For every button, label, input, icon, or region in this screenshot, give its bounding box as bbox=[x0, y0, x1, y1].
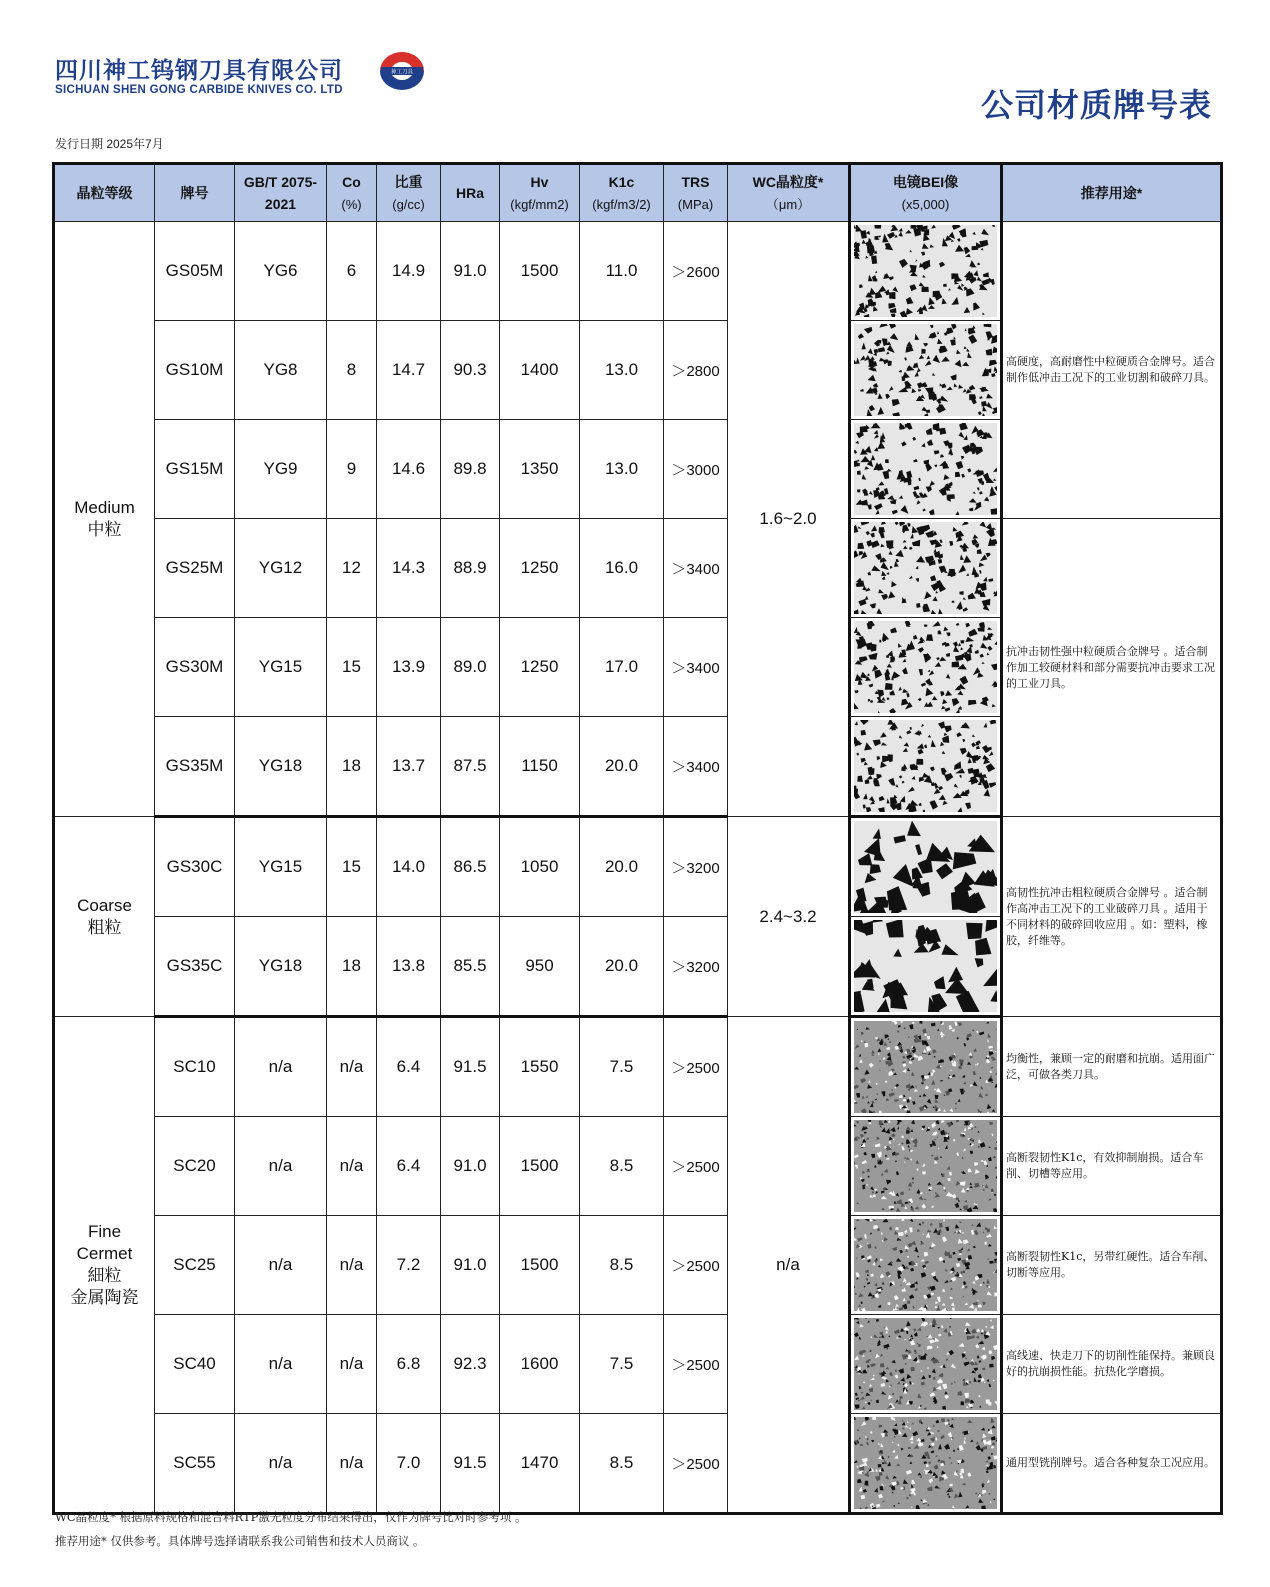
k1c-cell: 13.0 bbox=[580, 420, 664, 519]
grade-cell: GS30M bbox=[155, 618, 235, 717]
k1c-cell: 13.0 bbox=[580, 321, 664, 420]
hv-cell: 1250 bbox=[500, 618, 580, 717]
grain-class-label: Fine bbox=[87, 1221, 122, 1241]
gbt-cell: n/a bbox=[235, 1315, 327, 1414]
grain-class-cell bbox=[54, 1017, 155, 1514]
company-logo-icon bbox=[375, 50, 429, 92]
hv-cell: 1250 bbox=[500, 519, 580, 618]
grain-class-label: Medium bbox=[74, 498, 135, 517]
hv-cell: 1500 bbox=[500, 1216, 580, 1315]
grade-table bbox=[52, 162, 1223, 1515]
density-cell: 14.0 bbox=[377, 817, 441, 917]
grain-class-label: Cermet bbox=[76, 1243, 133, 1263]
usage-cell: 高韧性抗冲击粗粒硬质合金牌号 。适合制作高冲击工况下的工业破碎刀具 。适用于不同材料的破碎回收应用 。如：塑料，橡胶，纤维等。 bbox=[1002, 817, 1222, 1017]
trs-cell: ＞2500 bbox=[664, 1216, 728, 1315]
col-header-k1c: K1c (kgf/m3/2) bbox=[580, 164, 664, 222]
col-header-gbt: GB/T 2075- 2021 bbox=[235, 164, 327, 222]
k1c-cell: 16.0 bbox=[580, 519, 664, 618]
bei-micrograph-image bbox=[850, 618, 1002, 717]
hv-cell: 950 bbox=[500, 917, 580, 1017]
grade-cell: SC25 bbox=[155, 1216, 235, 1315]
density-cell: 7.2 bbox=[377, 1216, 441, 1315]
density-cell: 7.0 bbox=[377, 1414, 441, 1514]
hv-cell: 1600 bbox=[500, 1315, 580, 1414]
usage-cell: 通用型铣削牌号。适合各种复杂工况应用。 bbox=[1002, 1414, 1222, 1514]
trs-cell: ＞3000 bbox=[664, 420, 728, 519]
wc-size-cell: 1.6~2.0 bbox=[728, 222, 850, 817]
grain-class-label: 細粒 bbox=[87, 1265, 122, 1285]
usage-cell: 抗冲击韧性强中粒硬质合金牌号 。适合制作加工较硬材料和部分需要抗冲击要求工况的工业刀具。 bbox=[1002, 519, 1222, 817]
col-header-hra: HRa bbox=[441, 164, 500, 222]
trs-cell: ＞3200 bbox=[664, 817, 728, 917]
hv-cell: 1500 bbox=[500, 1117, 580, 1216]
wc-size-cell: n/a bbox=[728, 1017, 850, 1514]
bei-micrograph-image bbox=[850, 1315, 1002, 1414]
table-row bbox=[54, 519, 1222, 618]
gbt-cell: YG15 bbox=[235, 618, 327, 717]
co-cell: n/a bbox=[327, 1117, 377, 1216]
hra-cell: 91.0 bbox=[441, 1117, 500, 1216]
density-cell: 14.9 bbox=[377, 222, 441, 321]
gbt-cell: n/a bbox=[235, 1216, 327, 1315]
k1c-cell: 17.0 bbox=[580, 618, 664, 717]
trs-cell: ＞2600 bbox=[664, 222, 728, 321]
density-cell: 6.4 bbox=[377, 1117, 441, 1216]
gbt-cell: n/a bbox=[235, 1017, 327, 1117]
col-header-trs: TRS (MPa) bbox=[664, 164, 728, 222]
density-cell: 14.3 bbox=[377, 519, 441, 618]
hv-cell: 1400 bbox=[500, 321, 580, 420]
k1c-cell: 20.0 bbox=[580, 817, 664, 917]
hra-cell: 91.5 bbox=[441, 1414, 500, 1514]
bei-micrograph-image bbox=[850, 917, 1002, 1017]
hv-cell: 1050 bbox=[500, 817, 580, 917]
grain-class-cell bbox=[54, 817, 155, 1017]
usage-cell: 高线速、快走刀下的切削性能保持。兼顾良好的抗崩损性能。抗热化学磨损。 bbox=[1002, 1315, 1222, 1414]
table-row bbox=[54, 1017, 1222, 1117]
co-cell: n/a bbox=[327, 1414, 377, 1514]
grade-cell: SC20 bbox=[155, 1117, 235, 1216]
grade-cell: GS25M bbox=[155, 519, 235, 618]
bei-micrograph-image bbox=[850, 519, 1002, 618]
bei-micrograph-image bbox=[850, 717, 1002, 817]
density-cell: 13.9 bbox=[377, 618, 441, 717]
grade-cell: SC40 bbox=[155, 1315, 235, 1414]
hv-cell: 1150 bbox=[500, 717, 580, 817]
hra-cell: 91.0 bbox=[441, 222, 500, 321]
hra-cell: 89.8 bbox=[441, 420, 500, 519]
bei-micrograph-image bbox=[850, 321, 1002, 420]
k1c-cell: 8.5 bbox=[580, 1117, 664, 1216]
wc-size-cell: 2.4~3.2 bbox=[728, 817, 850, 1017]
table-row bbox=[54, 817, 1222, 917]
grade-cell: GS15M bbox=[155, 420, 235, 519]
co-cell: n/a bbox=[327, 1216, 377, 1315]
trs-cell: ＞2800 bbox=[664, 321, 728, 420]
bei-micrograph-image bbox=[850, 1017, 1002, 1117]
col-header-density: 比重 (g/cc) bbox=[377, 164, 441, 222]
hra-cell: 91.0 bbox=[441, 1216, 500, 1315]
bei-micrograph-image bbox=[850, 1117, 1002, 1216]
density-cell: 6.4 bbox=[377, 1017, 441, 1117]
grain-class-label: 金属陶瓷 bbox=[70, 1287, 139, 1307]
col-header-bei-image: 电镜BEI像 (x5,000) bbox=[850, 164, 1002, 222]
grain-class-cell bbox=[54, 222, 155, 817]
bei-micrograph-image bbox=[850, 1414, 1002, 1514]
co-cell: 18 bbox=[327, 717, 377, 817]
trs-cell: ＞3400 bbox=[664, 519, 728, 618]
grain-class-label: 粗粒 bbox=[87, 917, 122, 937]
col-header-grade: 牌号 bbox=[155, 164, 235, 222]
company-name-en: SICHUAN SHEN GONG CARBIDE KNIVES CO. LTD bbox=[55, 84, 343, 96]
logo-text: 神工刀具 bbox=[390, 69, 414, 76]
footnote-wc-size: WC晶粒度* 根据原料规格和混合料RTP激光粒度分布结果得出，仅作为牌号比对时参考项 。 bbox=[55, 1510, 527, 1524]
table-row bbox=[54, 1414, 1222, 1514]
grade-cell: GS35M bbox=[155, 717, 235, 817]
bei-micrograph-image bbox=[850, 1216, 1002, 1315]
grade-cell: GS30C bbox=[155, 817, 235, 917]
table-row bbox=[54, 1216, 1222, 1315]
trs-cell: ＞2500 bbox=[664, 1414, 728, 1514]
col-header-hv: Hv (kgf/mm2) bbox=[500, 164, 580, 222]
hra-cell: 86.5 bbox=[441, 817, 500, 917]
trs-cell: ＞2500 bbox=[664, 1017, 728, 1117]
trs-cell: ＞2500 bbox=[664, 1117, 728, 1216]
trs-cell: ＞3200 bbox=[664, 917, 728, 1017]
table-row bbox=[54, 1315, 1222, 1414]
grade-cell: GS05M bbox=[155, 222, 235, 321]
grade-cell: GS10M bbox=[155, 321, 235, 420]
hra-cell: 89.0 bbox=[441, 618, 500, 717]
hv-cell: 1350 bbox=[500, 420, 580, 519]
hra-cell: 90.3 bbox=[441, 321, 500, 420]
k1c-cell: 20.0 bbox=[580, 917, 664, 1017]
gbt-cell: YG18 bbox=[235, 917, 327, 1017]
bei-micrograph-image bbox=[850, 817, 1002, 917]
density-cell: 14.6 bbox=[377, 420, 441, 519]
gbt-cell: YG18 bbox=[235, 717, 327, 817]
company-name-cn: 四川神工钨钢刀具有限公司 bbox=[55, 58, 343, 84]
gbt-cell: YG8 bbox=[235, 321, 327, 420]
density-cell: 14.7 bbox=[377, 321, 441, 420]
co-cell: 12 bbox=[327, 519, 377, 618]
hv-cell: 1470 bbox=[500, 1414, 580, 1514]
hv-cell: 1550 bbox=[500, 1017, 580, 1117]
usage-cell: 高断裂韧性K1c，有效抑制崩损。适合车削、切槽等应用。 bbox=[1002, 1117, 1222, 1216]
col-header-co: Co (%) bbox=[327, 164, 377, 222]
k1c-cell: 11.0 bbox=[580, 222, 664, 321]
hra-cell: 87.5 bbox=[441, 717, 500, 817]
co-cell: 15 bbox=[327, 817, 377, 917]
grain-class-label: 中粒 bbox=[87, 520, 122, 539]
co-cell: n/a bbox=[327, 1315, 377, 1414]
gbt-cell: n/a bbox=[235, 1414, 327, 1514]
table-header-row bbox=[54, 164, 1222, 222]
co-cell: 6 bbox=[327, 222, 377, 321]
hra-cell: 91.5 bbox=[441, 1017, 500, 1117]
grade-cell: SC10 bbox=[155, 1017, 235, 1117]
co-cell: n/a bbox=[327, 1017, 377, 1117]
hv-cell: 1500 bbox=[500, 222, 580, 321]
usage-cell: 高硬度，高耐磨性中粒硬质合金牌号。适合制作低冲击工况下的工业切割和破碎刀具。 bbox=[1002, 222, 1222, 519]
table-row bbox=[54, 1117, 1222, 1216]
table-row bbox=[54, 222, 1222, 321]
usage-cell: 均衡性，兼顾一定的耐磨和抗崩。适用面广泛，可做各类刀具。 bbox=[1002, 1017, 1222, 1117]
k1c-cell: 20.0 bbox=[580, 717, 664, 817]
gbt-cell: n/a bbox=[235, 1117, 327, 1216]
density-cell: 6.8 bbox=[377, 1315, 441, 1414]
grade-cell: SC55 bbox=[155, 1414, 235, 1514]
co-cell: 8 bbox=[327, 321, 377, 420]
hra-cell: 88.9 bbox=[441, 519, 500, 618]
col-header-wc-size: WC晶粒度* （μm） bbox=[728, 164, 850, 222]
col-header-usage: 推荐用途* bbox=[1002, 164, 1222, 222]
co-cell: 18 bbox=[327, 917, 377, 1017]
issue-date: 发行日期 2025年7月 bbox=[55, 137, 164, 151]
density-cell: 13.7 bbox=[377, 717, 441, 817]
k1c-cell: 8.5 bbox=[580, 1414, 664, 1514]
usage-cell: 高断裂韧性K1c，另带红硬性。适合车削、切断等应用。 bbox=[1002, 1216, 1222, 1315]
hra-cell: 92.3 bbox=[441, 1315, 500, 1414]
trs-cell: ＞2500 bbox=[664, 1315, 728, 1414]
gbt-cell: YG6 bbox=[235, 222, 327, 321]
co-cell: 15 bbox=[327, 618, 377, 717]
hra-cell: 85.5 bbox=[441, 917, 500, 1017]
footnote-usage: 推荐用途* 仅供参考。具体牌号选择请联系我公司销售和技术人员商议 。 bbox=[55, 1534, 425, 1548]
document-title: 公司材质牌号表 bbox=[980, 86, 1212, 124]
k1c-cell: 8.5 bbox=[580, 1216, 664, 1315]
density-cell: 13.8 bbox=[377, 917, 441, 1017]
trs-cell: ＞3400 bbox=[664, 618, 728, 717]
bei-micrograph-image bbox=[850, 420, 1002, 519]
gbt-cell: YG9 bbox=[235, 420, 327, 519]
k1c-cell: 7.5 bbox=[580, 1315, 664, 1414]
gbt-cell: YG15 bbox=[235, 817, 327, 917]
trs-cell: ＞3400 bbox=[664, 717, 728, 817]
gbt-cell: YG12 bbox=[235, 519, 327, 618]
grain-class-label: Coarse bbox=[77, 895, 132, 915]
k1c-cell: 7.5 bbox=[580, 1017, 664, 1117]
grade-cell: GS35C bbox=[155, 917, 235, 1017]
bei-micrograph-image bbox=[850, 222, 1002, 321]
col-header-grain-class: 晶粒等级 bbox=[54, 164, 155, 222]
co-cell: 9 bbox=[327, 420, 377, 519]
